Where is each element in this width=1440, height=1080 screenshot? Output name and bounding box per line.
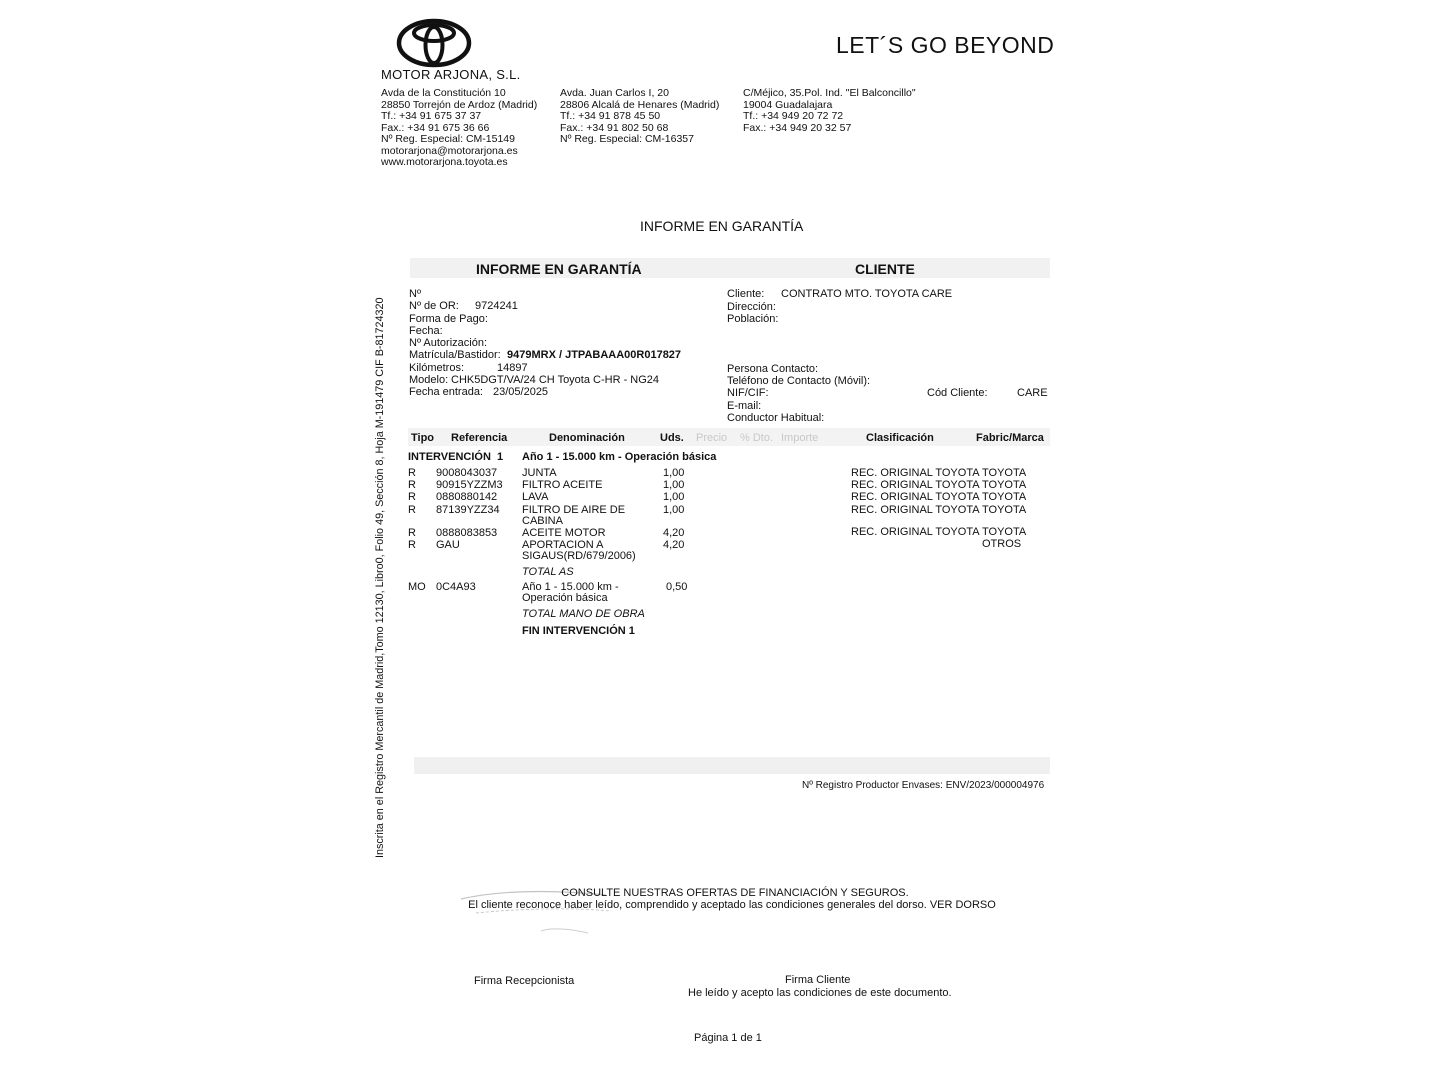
row-referencia: 87139YZZ34	[436, 504, 500, 516]
col-uds: Uds.	[660, 432, 684, 444]
client-code-value: CARE	[1017, 387, 1048, 399]
entry-date-label: Fecha entrada:	[409, 386, 483, 398]
registry-vertical-text: Inscrita en el Registro Mercantil de Madrid,Tomo 12130, Libro0, Folio 49, Sección 8, Hoja M-191479 CIF B-81724320	[374, 297, 386, 858]
row-clasificacion: REC. ORIGINAL TOYOTA	[851, 467, 980, 479]
plate-label: Matrícula/Bastidor:	[409, 349, 501, 361]
row-clasificacion: REC. ORIGINAL TOYOTA	[851, 479, 980, 491]
address-label: Dirección:	[727, 301, 776, 313]
office-address-guadalajara: C/Méjico, 35.Pol. Ind. "El Balconcillo" 19004 Guadalajara Tf.: +34 949 20 72 72 Fax.: +34 949 20 32 57	[743, 87, 916, 134]
row-referencia: 0C4A93	[436, 581, 476, 593]
document-title: INFORME EN GARANTÍA	[640, 218, 804, 234]
total-as: TOTAL AS	[522, 566, 574, 578]
intervention-label: INTERVENCIÓN	[408, 451, 491, 463]
slogan: LET´S GO BEYOND	[836, 32, 1055, 58]
row-referencia: 90915YZZM3	[436, 479, 503, 491]
office-address-torrejon: Avda de la Constitución 10 28850 Torrejón de Ardoz (Madrid) Tf.: +34 91 675 37 37 Fax.: +34 91 675 36 66 Nº Reg. Especial: CM-15149 motorarjona@motorarjona.es www.motorarjona.toyota.es	[381, 87, 538, 168]
row-uds: 1,00	[663, 479, 685, 491]
row-marca: OTROS	[982, 538, 1022, 550]
model-label: Modelo:	[409, 374, 449, 386]
row-denominacion: Año 1 - 15.000 km -	[522, 581, 619, 593]
col-importe: Importe	[781, 432, 819, 444]
client-code-label: Cód Cliente:	[927, 387, 988, 399]
acceptance-text: He leído y acepto las condiciones de este documento.	[688, 987, 952, 999]
row-tipo: R	[408, 539, 416, 551]
registro-envases: Nº Registro Productor Envases: ENV/2023/000004976	[802, 780, 1045, 791]
col-precio: Precio	[696, 432, 728, 444]
row-uds: 1,00	[663, 491, 685, 503]
intervention-description: Año 1 - 15.000 km - Operación básica	[522, 451, 717, 463]
row-tipo: R	[408, 467, 416, 479]
row-clasificacion: REC. ORIGINAL TOYOTA	[851, 504, 980, 516]
signature-client-label: Firma Cliente	[785, 974, 851, 986]
row-denominacion: FILTRO DE AIRE DE	[522, 504, 626, 516]
email-label: E-mail:	[727, 400, 762, 412]
mileage-value: 14897	[497, 362, 528, 374]
plate-value: 9479MRX / JTPABAAA00R017827	[507, 349, 682, 361]
date-label: Fecha:	[409, 325, 443, 337]
col-dto: % Dto.	[740, 432, 774, 444]
row-marca: TOYOTA	[982, 526, 1027, 538]
client-value: CONTRATO MTO. TOYOTA CARE	[781, 288, 953, 300]
row-denominacion: ACEITE MOTOR	[522, 527, 606, 539]
nif-label: NIF/CIF:	[727, 387, 769, 399]
page-number: Página 1 de 1	[694, 1032, 762, 1044]
row-uds: 1,00	[663, 504, 685, 516]
entry-date-value: 23/05/2025	[493, 386, 549, 398]
client-section-title: CLIENTE	[855, 261, 915, 277]
client-label: Cliente:	[727, 288, 765, 300]
row-uds: 0,50	[666, 581, 688, 593]
row-clasificacion: REC. ORIGINAL TOYOTA	[851, 491, 980, 503]
mileage-label: Kilómetros:	[409, 362, 465, 374]
row-marca: TOYOTA	[982, 467, 1027, 479]
row-denominacion-cont: CABINA	[522, 515, 563, 527]
row-denominacion: LAVA	[522, 491, 549, 503]
row-tipo: R	[408, 479, 416, 491]
row-denominacion-cont: SIGAUS(RD/679/2006)	[522, 550, 636, 562]
col-clasificacion: Clasificación	[866, 432, 934, 444]
driver-label: Conductor Habitual:	[727, 412, 825, 424]
signature-receptionist-label: Firma Recepcionista	[474, 975, 575, 987]
row-tipo: R	[408, 527, 416, 539]
row-marca: TOYOTA	[982, 479, 1027, 491]
contact-phone-label: Teléfono de Contacto (Móvil):	[727, 375, 871, 387]
totals-band	[414, 757, 1050, 774]
row-marca: TOYOTA	[982, 491, 1027, 503]
col-tipo: Tipo	[411, 432, 435, 444]
row-tipo: R	[408, 491, 416, 503]
row-denominacion: FILTRO ACEITE	[522, 479, 603, 491]
number-label: Nº	[409, 288, 421, 300]
company-name: MOTOR ARJONA, S.L.	[381, 67, 521, 82]
row-referencia: 9008043037	[436, 467, 498, 479]
toyota-logo	[396, 18, 472, 68]
row-tipo: MO	[408, 581, 426, 593]
row-denominacion-cont: Operación básica	[522, 592, 608, 604]
offers-notice: CONSULTE NUESTRAS OFERTAS DE FINANCIACIÓN Y SEGUROS.	[561, 887, 909, 899]
row-denominacion: APORTACION A	[522, 539, 604, 551]
contact-person-label: Persona Contacto:	[727, 363, 819, 375]
model-value: CHK5DGT/VA/24 CH Toyota C-HR - NG24	[451, 374, 660, 386]
row-uds: 4,20	[663, 539, 685, 551]
col-fabric-marca: Fabric/Marca	[976, 432, 1044, 444]
or-value: 9724241	[475, 300, 518, 312]
town-label: Población:	[727, 313, 779, 325]
or-label: Nº de OR:	[409, 300, 459, 312]
office-address-alcala: Avda. Juan Carlos I, 20 28806 Alcalá de Henares (Madrid) Tf.: +34 91 878 45 50 Fax.: +34 91 802 50 68 Nº Reg. Especial: CM-16357	[560, 87, 720, 145]
row-referencia: GAU	[436, 539, 460, 551]
intervention-number: 1	[497, 451, 504, 463]
row-uds: 4,20	[663, 527, 685, 539]
col-denominacion: Denominación	[549, 432, 625, 444]
total-mano-de-obra: TOTAL MANO DE OBRA	[522, 608, 645, 620]
report-section-title: INFORME EN GARANTÍA	[476, 261, 642, 277]
row-denominacion: JUNTA	[522, 467, 557, 479]
row-referencia: 0888083853	[436, 527, 498, 539]
row-marca: TOYOTA	[982, 504, 1027, 516]
row-tipo: R	[408, 504, 416, 516]
authorization-label: Nº Autorización:	[409, 337, 487, 349]
conditions-notice: El cliente reconoce haber leído, comprendido y aceptado las condiciones generales del dorso. VER DORSO	[468, 899, 996, 911]
row-referencia: 0880880142	[436, 491, 498, 503]
row-uds: 1,00	[663, 467, 685, 479]
fin-intervencion: FIN INTERVENCIÓN 1	[522, 625, 635, 637]
payment-label: Forma de Pago:	[409, 313, 488, 325]
row-clasificacion: REC. ORIGINAL TOYOTA	[851, 526, 980, 538]
col-referencia: Referencia	[451, 432, 508, 444]
